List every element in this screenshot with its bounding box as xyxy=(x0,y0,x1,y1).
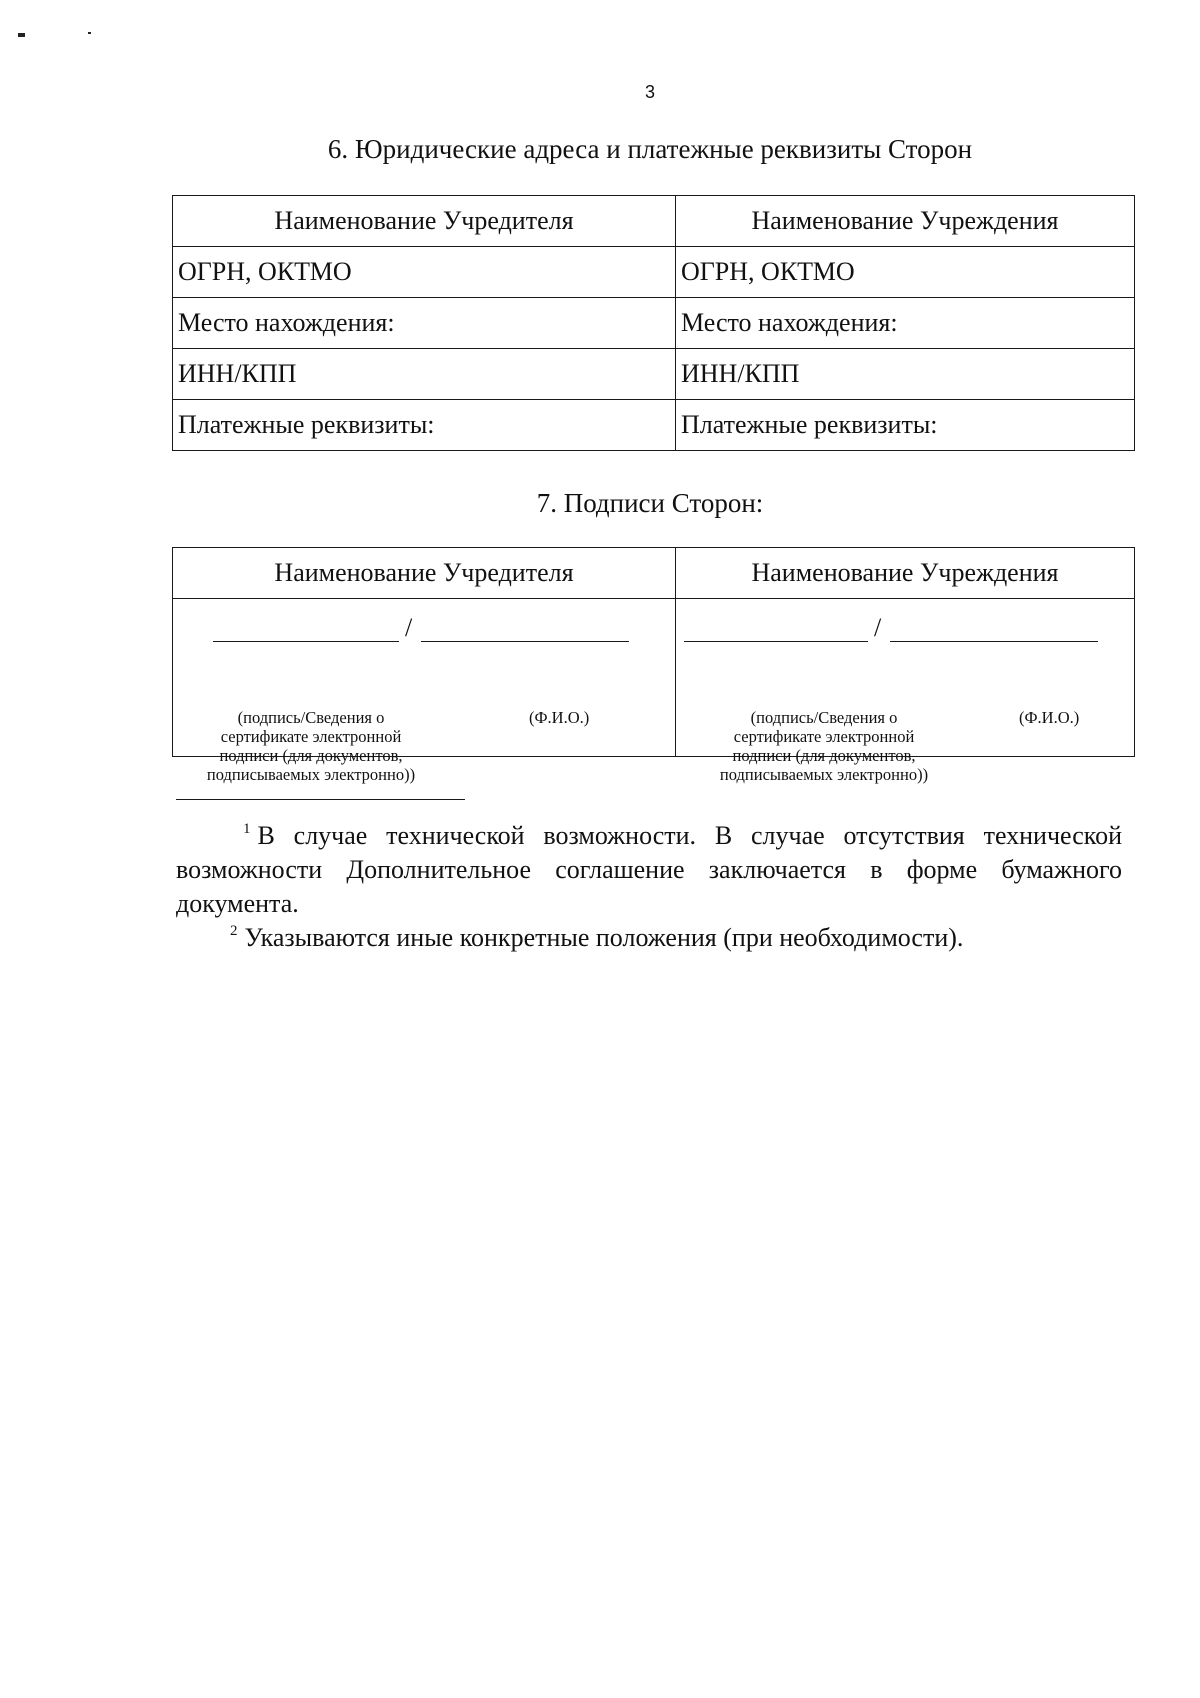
founder-signature-cell xyxy=(173,599,676,784)
institution-name-header: Наименование Учреждения xyxy=(676,548,1135,599)
founder-ogrn-cell: ОГРН, ОКТМО xyxy=(173,247,676,298)
signatures-table xyxy=(172,547,1135,784)
table-row xyxy=(173,349,1135,400)
page-number: 3 xyxy=(644,82,655,102)
founder-location-cell: Место нахождения: xyxy=(173,298,676,349)
fio-line xyxy=(890,641,1098,642)
scan-mark xyxy=(88,32,91,34)
signature-slash: / xyxy=(405,613,413,642)
institution-inn-cell: ИНН/КПП xyxy=(676,349,1135,400)
section-title-requisites: 6. Юридические адреса и платежные реквизиты Сторон xyxy=(327,134,973,164)
institution-ogrn-cell: ОГРН, ОКТМО xyxy=(676,247,1135,298)
footnote-mark: 2 xyxy=(230,923,238,939)
scan-mark xyxy=(18,33,25,37)
table-header-row xyxy=(173,548,1135,599)
table-row xyxy=(173,247,1135,298)
footnote-1 xyxy=(176,812,1122,921)
table-row xyxy=(173,400,1135,451)
table-row xyxy=(173,599,1135,757)
signature-line xyxy=(213,641,399,642)
fio-caption: (Ф.И.О.) xyxy=(529,708,590,727)
institution-signature-cell xyxy=(676,599,1135,784)
founder-name-header: Наименование Учредителя xyxy=(173,196,676,247)
footnote-divider xyxy=(176,799,465,800)
fio-line xyxy=(421,641,629,642)
signature-line xyxy=(684,641,868,642)
footnote-2 xyxy=(176,914,1122,955)
signature-caption: (подпись/Сведения о сертификате электронной подписи (для документов, подписываемых электронно)) xyxy=(206,708,416,784)
section-title-signatures: 7. Подписи Сторон: xyxy=(536,488,764,518)
founder-name-header: Наименование Учредителя xyxy=(173,548,676,599)
institution-location-cell: Место нахождения: xyxy=(676,298,1135,349)
table-header-row xyxy=(173,196,1135,247)
signature-slash: / xyxy=(874,613,882,642)
institution-payment-cell: Платежные реквизиты: xyxy=(676,400,1135,451)
signature-caption: (подпись/Сведения о сертификате электронной подписи (для документов, подписываемых электронно)) xyxy=(719,708,929,784)
table-row xyxy=(173,298,1135,349)
founder-payment-cell: Платежные реквизиты: xyxy=(173,400,676,451)
founder-inn-cell: ИНН/КПП xyxy=(173,349,676,400)
footnote-text: Указываются иные конкретные положения (при необходимости). xyxy=(244,923,964,952)
footnote-mark: 1 xyxy=(243,821,251,837)
institution-name-header: Наименование Учреждения xyxy=(676,196,1135,247)
requisites-table xyxy=(172,195,1135,451)
fio-caption: (Ф.И.О.) xyxy=(1019,708,1080,727)
footnote-text: В случае технической возможности. В случае отсутствия технической возможности Дополнительное соглашение заключается в форме бумажного документа. xyxy=(176,821,1122,918)
